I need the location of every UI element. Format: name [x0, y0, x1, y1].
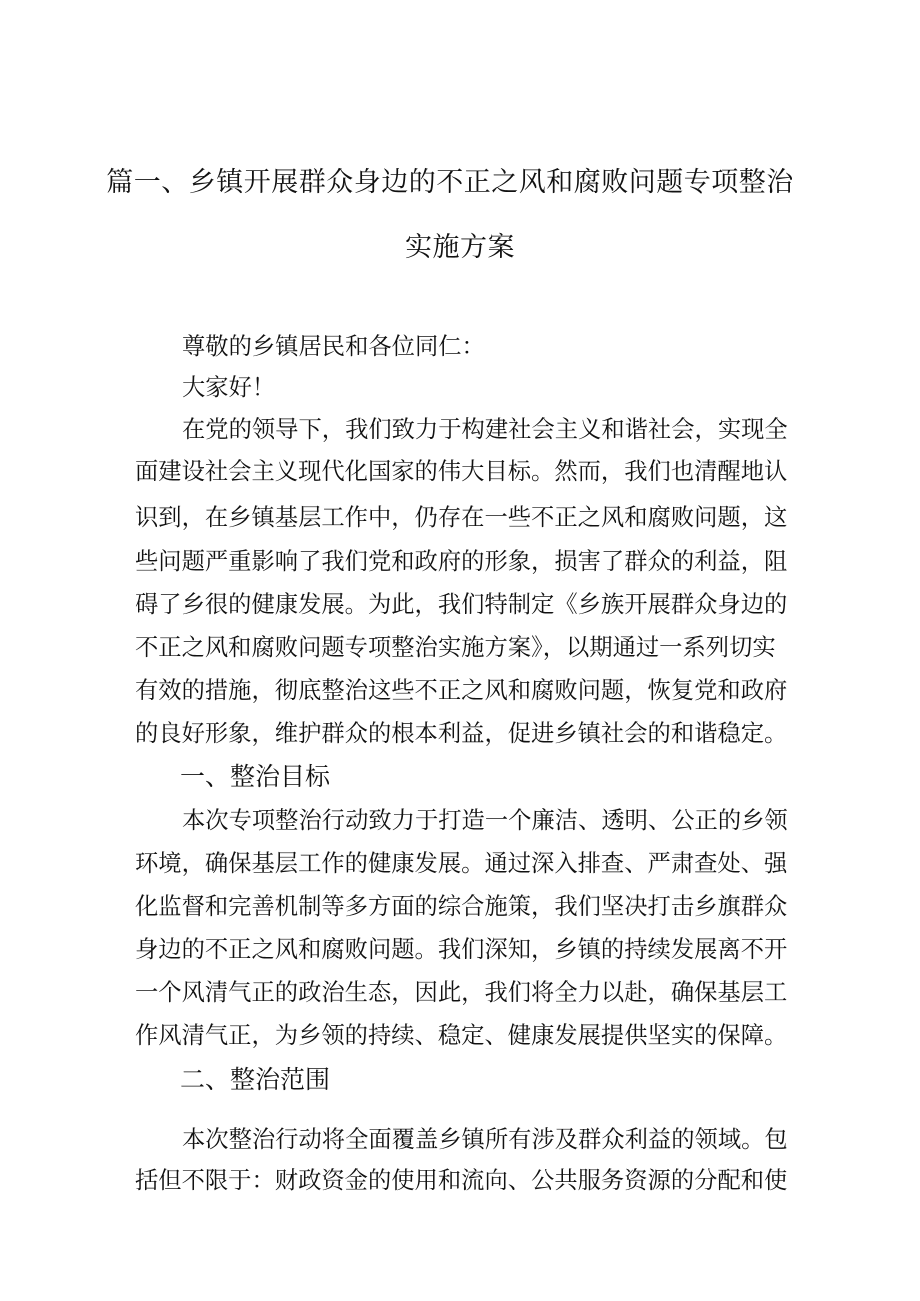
section1-line: 化监督和完善机制等多方面的综合施策，我们坚决打击乡旗群众: [135, 893, 788, 920]
section1-line: 一个风清气正的政治生态，因此，我们将全力以赴，确保基层工: [135, 979, 788, 1006]
section1-line: 本次专项整治行动致力于打造一个廉洁、透明、公正的乡领: [182, 807, 788, 834]
intro-line: 碍了乡很的健康发展。为此，我们特制定《乡族开展群众身边的: [135, 591, 788, 618]
intro-line: 不正之风和腐败问题专项整治实施方案》，以期通过一系列切实: [135, 634, 776, 661]
intro-line: 识到，在乡镇基层工作中，仍存在一些不正之风和腐败问题，这: [135, 504, 788, 531]
intro-line: 些问题严重影响了我们党和政府的形象，损害了群众的利益，阻: [135, 548, 788, 575]
section1-line: 身边的不正之风和腐败问题。我们深知，乡镇的持续发展离不开: [135, 936, 788, 963]
intro-line: 面建设社会主义现代化国家的伟大目标。然而，我们也清醒地认: [135, 458, 788, 485]
intro-line: 的良好形象，维护群众的根本利益，促进乡镇社会的和谐稳定。: [135, 720, 788, 747]
intro-line: 有效的措施，彻底整治这些不正之风和腐败问题，恢复党和政府: [135, 677, 788, 704]
document-title-line-1: 篇一、乡镇开展群众身边的不正之风和腐败问题专项整治: [106, 167, 794, 198]
section1-line: 环境，确保基层工作的健康发展。通过深入排查、严肃查处、强: [135, 850, 788, 877]
hello: 大家好！: [182, 374, 276, 401]
section2-line: 本次整治行动将全面覆盖乡镇所有涉及群众利益的领域。包: [182, 1126, 788, 1153]
section-heading-goals: 一、整治目标: [180, 762, 331, 791]
section-heading-scope: 二、整治范围: [180, 1065, 331, 1094]
section1-line: 作风清气正，为乡领的持续、稳定、健康发展提供坚实的保障。: [135, 1022, 788, 1049]
greeting: 尊敬的乡镇居民和各位同仁：: [182, 333, 485, 360]
document-title-line-2: 实施方案: [405, 232, 515, 263]
section2-line: 括但不限于：财政资金的使用和流向、公共服务资源的分配和使: [135, 1167, 788, 1194]
intro-line: 在党的领导下，我们致力于构建社会主义和谐社会，实现全: [182, 416, 788, 443]
